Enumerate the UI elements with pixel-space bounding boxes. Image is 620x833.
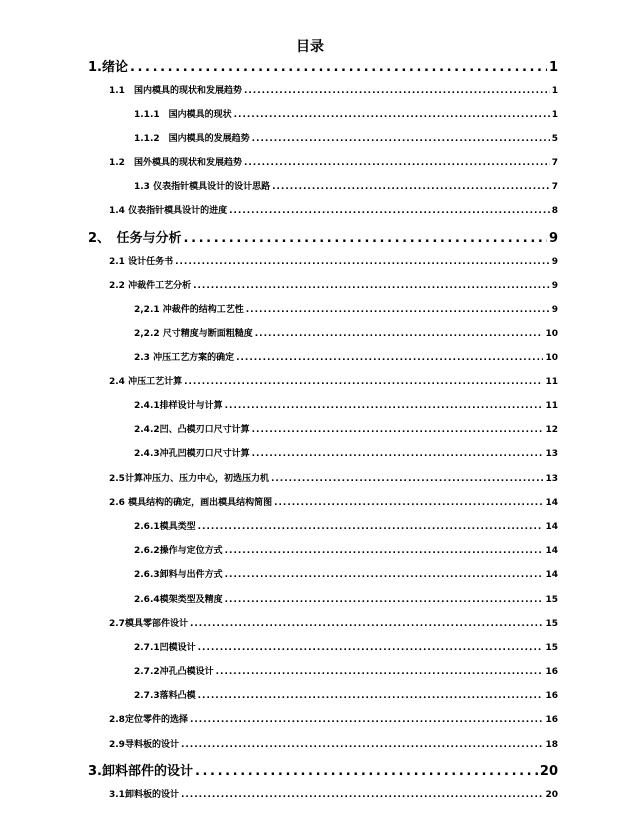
- dot-leader: [271, 474, 544, 484]
- toc-entry-page: 7: [551, 182, 558, 192]
- toc-entry-page: 14: [545, 570, 558, 580]
- dot-leader: [190, 715, 544, 725]
- dot-leader: [246, 305, 550, 315]
- toc-entry-page: 16: [545, 667, 558, 677]
- dot-leader: [229, 206, 550, 216]
- dot-leader: [236, 353, 543, 363]
- toc-entry-text: 2.4.1排样设计与计算: [134, 401, 223, 411]
- dot-leader: [225, 546, 544, 556]
- toc-entry-text: 1.1.2 国内模具的发展趋势: [134, 134, 250, 144]
- toc-entry-text: 2.4.2凹、凸模刃口尺寸计算: [134, 425, 250, 435]
- dot-leader: [181, 740, 544, 750]
- dot-leader: [252, 449, 544, 459]
- dot-leader: [175, 257, 550, 267]
- dot-leader: [244, 158, 550, 168]
- toc-entry[interactable]: [134, 302, 558, 315]
- toc-entry-page: 16: [545, 715, 558, 725]
- toc-entry-page: 14: [545, 546, 558, 556]
- dot-leader: [181, 790, 544, 800]
- toc-entry-page: 16: [545, 691, 558, 701]
- toc-entry[interactable]: [134, 664, 558, 677]
- toc-entry[interactable]: [109, 254, 558, 267]
- dot-leader: [272, 182, 550, 192]
- toc-entry-text: 1.绪论: [88, 60, 128, 75]
- toc-entry-text: 1.1.1 国内模具的现状: [134, 110, 232, 120]
- toc-entry[interactable]: [134, 567, 558, 580]
- toc-entry-page: 15: [545, 619, 558, 629]
- toc-entry-page: 1: [548, 60, 558, 75]
- toc-entry-page: 10: [545, 353, 558, 363]
- dot-leader: [190, 619, 544, 629]
- toc-entry-text: 2.4 冲压工艺计算: [109, 377, 183, 387]
- toc-entry-text: 2,2.1 冲裁件的结构工艺性: [134, 305, 244, 315]
- toc-entry[interactable]: [109, 712, 558, 725]
- toc-entry[interactable]: [109, 787, 558, 800]
- toc-entry-page: 14: [545, 498, 558, 508]
- dot-leader: [130, 60, 547, 75]
- toc-entry[interactable]: [134, 350, 558, 363]
- toc-entry-text: 2.6.1模具类型: [134, 522, 196, 532]
- dot-leader: [225, 595, 544, 605]
- toc-entry-text: 2.7.2冲孔凸模设计: [134, 667, 214, 677]
- toc-entry-text: 2.7模具零部件设计: [109, 619, 188, 629]
- dot-leader: [225, 401, 544, 411]
- toc-entry[interactable]: [134, 179, 558, 192]
- toc-entry-page: 15: [545, 595, 558, 605]
- toc-entry-text: 2.7.1凹模设计: [134, 643, 196, 653]
- toc-entry[interactable]: [134, 422, 558, 435]
- dot-leader: [184, 377, 543, 387]
- toc-title: 目录: [296, 39, 324, 55]
- toc-entry-page: 20: [539, 764, 558, 779]
- dot-leader: [234, 110, 550, 120]
- toc-entry[interactable]: [109, 278, 558, 291]
- toc-entry[interactable]: [109, 616, 558, 629]
- toc-entry[interactable]: [88, 56, 558, 75]
- toc-entry-text: 2.2 冲裁件工艺分析: [109, 281, 192, 291]
- toc-entry[interactable]: [109, 83, 558, 96]
- toc-entry-text: 2.6.2操作与定位方式: [134, 546, 223, 556]
- toc-entry-text: 3.1卸料板的设计: [109, 790, 179, 800]
- toc-entry-text: 2.8定位零件的选择: [109, 715, 188, 725]
- toc-entry-page: 5: [551, 134, 558, 144]
- toc-entry-page: 9: [548, 231, 558, 246]
- toc-entry[interactable]: [109, 495, 558, 508]
- toc-entry[interactable]: [88, 760, 558, 779]
- toc-entry-text: 2.1 设计任务书: [109, 257, 174, 267]
- toc-entry[interactable]: [109, 737, 558, 750]
- toc-entry-text: 1.3 仪表指针模具设计的设计思路: [134, 182, 271, 192]
- toc-entry-text: 1.1 国内模具的现状和发展趋势: [109, 86, 242, 96]
- toc-entry-text: 2.6 模具结构的确定，画出模具结构简图: [109, 498, 273, 508]
- toc-entry[interactable]: [134, 326, 558, 339]
- toc-entry-page: 9: [551, 281, 558, 291]
- toc-entry-text: 1.4 仪表指针模具设计的进度: [109, 206, 228, 216]
- toc-entry-text: 2.6.4模架类型及精度: [134, 595, 223, 605]
- dot-leader: [274, 498, 543, 508]
- toc-entry-page: 12: [545, 425, 558, 435]
- toc-entry[interactable]: [134, 446, 558, 459]
- toc-entry-page: 11: [545, 401, 558, 411]
- dot-leader: [195, 764, 538, 779]
- dot-leader: [244, 86, 550, 96]
- toc-entry-page: 1: [551, 110, 558, 120]
- toc-entry-text: 2、 任务与分析: [88, 231, 182, 246]
- dot-leader: [193, 281, 550, 291]
- toc-entry-text: 2.6.3卸料与出件方式: [134, 570, 223, 580]
- dot-leader: [252, 425, 544, 435]
- toc-entry-page: 20: [545, 790, 558, 800]
- toc-entry-page: 9: [551, 257, 558, 267]
- dot-leader: [184, 231, 547, 246]
- dot-leader: [198, 643, 544, 653]
- toc-entry-page: 8: [551, 206, 558, 216]
- toc-entry[interactable]: [134, 640, 558, 653]
- toc-entry[interactable]: [134, 131, 558, 144]
- toc-entry[interactable]: [109, 203, 558, 216]
- dot-leader: [255, 329, 544, 339]
- toc-entry-page: 7: [551, 158, 558, 168]
- toc-entry-page: 15: [545, 643, 558, 653]
- dot-leader: [198, 522, 544, 532]
- toc-entry[interactable]: [109, 374, 558, 387]
- toc-entry-page: 18: [545, 740, 558, 750]
- toc-entry-text: 2.9导料板的设计: [109, 740, 179, 750]
- dot-leader: [252, 134, 550, 144]
- toc-entry-page: 1: [551, 86, 558, 96]
- toc-entry-text: 2,2.2 尺寸精度与断面粗糙度: [134, 329, 253, 339]
- dot-leader: [225, 570, 544, 580]
- toc-entry[interactable]: [109, 471, 558, 484]
- toc-entry-text: 3.卸料部件的设计: [88, 764, 193, 779]
- toc-entry[interactable]: [134, 398, 558, 411]
- toc-entry-page: 11: [545, 377, 558, 387]
- toc-entry-page: 10: [545, 329, 558, 339]
- toc-entry[interactable]: [134, 592, 558, 605]
- toc-entry-text: 2.3 冲压工艺方案的确定: [134, 353, 235, 363]
- toc-entry[interactable]: [134, 543, 558, 556]
- toc-entry-text: 2.7.3落料凸模: [134, 691, 196, 701]
- toc-entry[interactable]: [134, 107, 558, 120]
- toc-entry-page: 9: [551, 305, 558, 315]
- toc-entry-text: 2.5计算冲压力、压力中心，初选压力机: [109, 474, 269, 484]
- toc-entry-text: 1.2 国外模具的现状和发展趋势: [109, 158, 242, 168]
- toc-entry[interactable]: [88, 227, 558, 246]
- toc-entry[interactable]: [134, 688, 558, 701]
- toc-entry-page: 14: [545, 522, 558, 532]
- toc-entry-page: 13: [545, 474, 558, 484]
- toc-entry[interactable]: [134, 519, 558, 532]
- toc-entry[interactable]: [109, 155, 558, 168]
- dot-leader: [216, 667, 544, 677]
- toc-entry-page: 13: [545, 449, 558, 459]
- dot-leader: [198, 691, 544, 701]
- toc-entry-text: 2.4.3冲孔凹模刃口尺寸计算: [134, 449, 250, 459]
